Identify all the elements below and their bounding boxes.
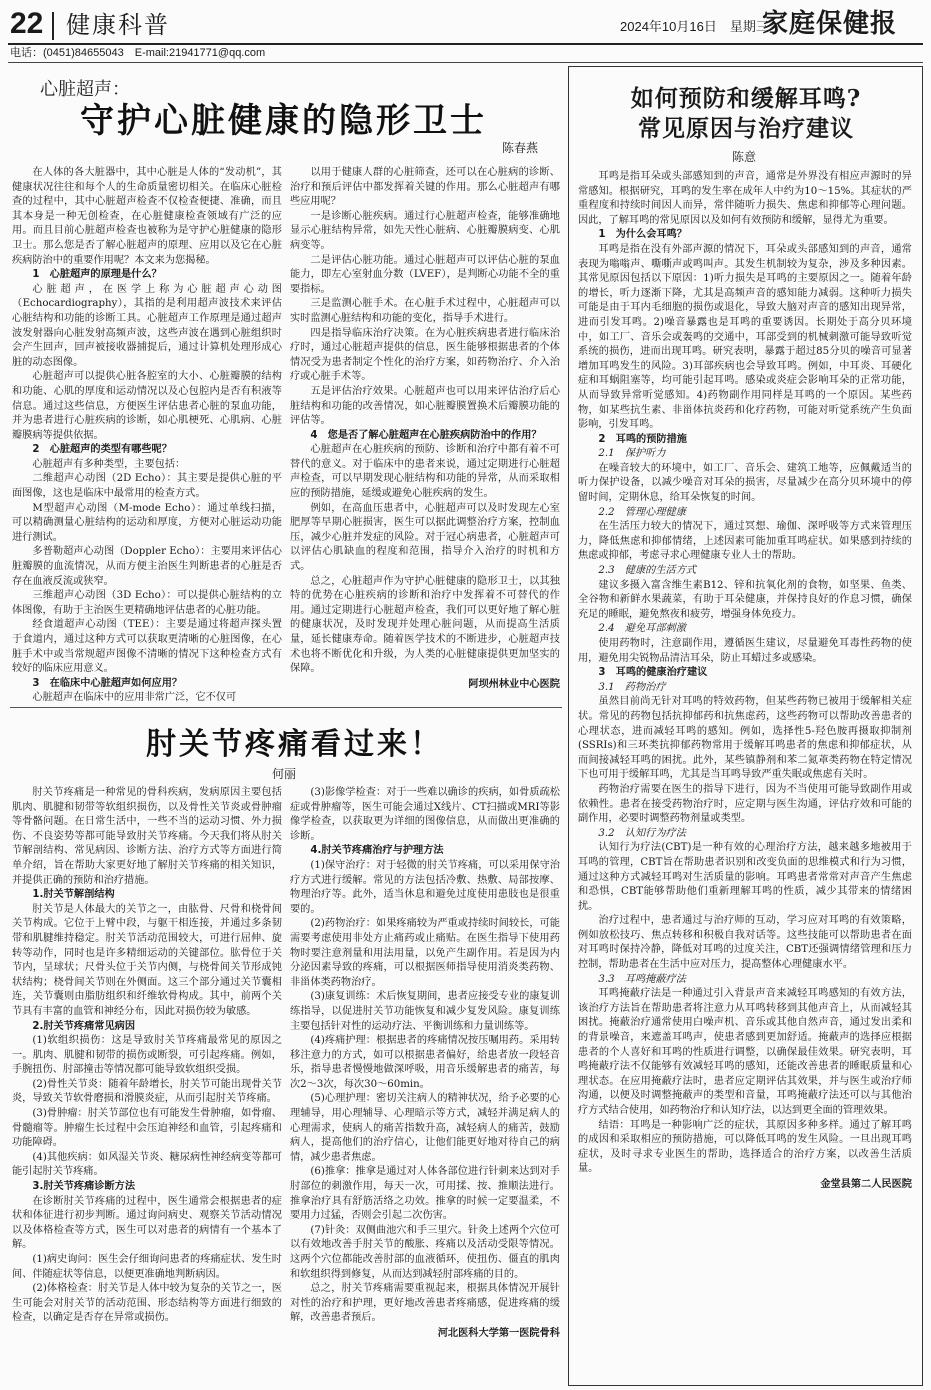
paragraph: 二是评估心脏功能。通过心脏超声可以评估心脏的泵血能力，即左心室射血分数（LVEF），是判断心功能不全的重要指标。 [290,254,560,295]
article3-author: 陈意 [732,150,757,164]
subsection-heading: 3.1 药物治疗 [598,681,666,693]
affiliation: 河北医科大学第一医院骨科 [437,1327,560,1339]
paragraph: 在诊断肘关节疼痛的过程中，医生通常会根据患者的症状和体征进行初步判断。通过询问病史、观察关节活动情况以及体格检查等方式，医生可以对患者的病情有一个基本了解。 [12,1195,282,1251]
article1-column-2 [290,166,560,704]
subsection-heading: 2.1 保护听力 [598,448,666,460]
paragraph: (2)骨性关节炎：随着年龄增长，肘关节可能出现骨关节炎，导致关节软骨磨损和滑膜炎症，从而引起肘关节疼痛。 [12,1078,282,1105]
paragraph: (3)骨肿瘤：肘关节部位也有可能发生骨肿瘤，如骨瘤、骨髓瘤等。肿瘤生长过程中会压迫神经和血管，引起疼痛和功能障碍。 [12,1108,282,1149]
paragraph: (1)保守治疗：对于轻微的肘关节疼痛，可以采用保守治疗方式进行缓解。常见的方法包括冷敷、热敷、局部按摩、物理治疗等。此外，适当休息和避免过度使用患肢也是很重要的。 [290,859,560,915]
paragraph: 心脏超声在临床中的应用非常广泛，它不仅可 [32,692,237,704]
subsection-heading: 3.3 耳鸣掩蔽疗法 [598,973,686,985]
subsection-heading: 2.2 管理心理健康 [598,506,686,518]
affiliation: 金堂县第二人民医院 [820,1178,912,1190]
issue-date: 2024年10月16日 星期三 [620,19,769,34]
article1-column-1 [12,166,282,704]
paragraph: 例如，在高血压患者中，心脏超声可以及时发现左心室肥厚等早期心脏损害，医生可以据此调整治疗方案，控制血压，减少心脏并发症的风险。对于冠心病患者，心脏超声可以评估心肌缺血的程度和范围，指导介入治疗的时机和方式。 [290,502,560,573]
paragraph: 五是评估治疗效果。心脏超声也可以用来评估治疗后心脏结构和功能的改善情况，如心脏瓣膜置换术后瓣膜功能的评估等。 [290,385,560,427]
paragraph: (2)体格检查：肘关节是人体中较为复杂的关节之一，医生可能会对肘关节的活动范围、形态结构等方面进行细致的检查，以确定是否存在异常或损伤。 [12,1283,282,1324]
header-rule [8,43,923,45]
paragraph: 在噪音较大的环境中，如工厂、音乐会、建筑工地等，应佩戴适当的听力保护设备，以减少噪音对耳朵的损害，尽量减少在高分贝环境中的停留时间，定期休息，给耳朵恢复的时间。 [578,462,912,504]
paragraph: M型超声心动图（M-mode Echo）：通过单线扫描，可以精确测量心脏结构的运动和厚度，方便对心脏运动功能进行测试。 [12,502,282,543]
section-heading: 1 心脏超声的原理是什么？ [32,269,162,281]
paragraph: 三维超声心动图（3D Echo）：可以提供心脏结构的立体图像，有助于主治医生更精确地评估患者的心脏功能。 [12,590,282,616]
paragraph: 耳鸣掩蔽疗法是一种通过引入背景声音来减轻耳鸣感知的有效方法，该治疗方法旨在帮助患者将注意力从耳鸣转移到其他声音上，从而减轻其困扰。掩蔽治疗通常使用白噪声机、音乐或其他自然声音，通过发出柔和的背景噪音，来遮盖耳鸣声，使患者感到更加舒适。掩蔽声的选择应根据患者的个人喜好和耳鸣的性质进行调整，以确保最佳效果。研究表明，耳鸣掩蔽疗法不仅能够有效减轻耳鸣的感知，还能改善患者的睡眠质量和心理状态。在应用掩蔽疗法时，患者应定期评估其效果，并与医生或治疗师沟通，以便及时调整掩蔽声的类型和音量，耳鸣掩蔽疗法还可以与其他治疗方式结合使用，如药物治疗和认知疗法，以达到更全面的管理效果。 [578,988,912,1116]
paragraph: (2)药物治疗：如果疼痛较为严重或持续时间较长，可能需要考虑使用非处方止痛药或止痛贴。在医生指导下使用药物时要注意剂量和用法用量，以免产生副作用。若是因为内分泌因素导致的疼痛，可以根据医师指导使用消炎类药物、非甾体类药物治疗。 [290,918,560,988]
article1-kicker: 心脏超声： [40,79,130,100]
subsection-heading: 2.4 避免耳部刺激 [598,623,686,635]
article3-body [578,170,912,1380]
subsection-heading: 3.2 认知行为疗法 [598,827,686,839]
paragraph: 心脏超声可以提供心脏各腔室的大小、心脏瓣膜的结构和功能、心肌的厚度和运动情况以及心包腔内是否有积液等信息。通过这些信息，方便医生评估患者心脏的泵血功能，并为患者进行心脏疾病的诊断，如心肌梗死、心肌病、心脏瓣膜病等提供依据。 [12,371,282,441]
article1-title: 守护心脏健康的隐形卫士 [80,101,487,141]
paragraph: 肘关节疼痛是一种常见的骨科疾病，发病原因主要包括肌肉、肌腱和韧带等软组织损伤，以及骨性关节炎或骨肿瘤等骨骼问题。在日常生活中，一些不当的运动习惯、外力损伤、不良姿势等都可能导致肘关节疼痛。今天我们将从肘关节解剖结构、常见病因、诊断方法、治疗方式等方面进行简单介绍，旨在帮助大家更好地了解肘关节疼痛的相关知识，并提供正确的预防和治疗措施。 [12,787,282,886]
paragraph: (1)病史询问：医生会仔细询问患者的疼痛症状、发生时间、伴随症状等信息，以便更准确地判断病因。 [12,1254,282,1280]
paragraph: (4)疼痛护理：根据患者的疼痛情况按压嘱用药。采用转移注意力的方式，如可以根据患者偏好，给患者放一段轻音乐，指导患者慢慢地做深呼吸，用音乐缓解患者的痛苦，每次2～3次，每次30～60min。 [290,1035,560,1090]
paragraph: 四是指导临床治疗决策。在为心脏疾病患者进行临床治疗时，通过心脏超声提供的信息，医生能够根据患者的个体情况受为患者制定个性化的治疗方案，如药物治疗、介入治疗或心脏手术等。 [290,327,560,383]
section-heading: 2 耳鸣的预防措施 [598,433,687,445]
paragraph: 总之，肘关节疼痛需要重视起来，根据具体情况开展针对性的治疗和护理，更好地改善患者疼痛感，促进疼痛的缓解，改善患者预后。 [290,1283,560,1324]
paragraph: (5)心理护理：密切关注病人的精神状况，给予必要的心理辅导，用心理辅导、心理暗示等方式，减轻并满足病人的心理需求，使病人的痛苦指数升高，减轻病人的痛苦，鼓励病人，提高他们的治疗信心，让他们能更好地对待自己的病情，减少患者焦虑。 [290,1093,560,1163]
paragraph: (1)软组织损伤：这是导致肘关节疼痛最常见的原因之一。肌肉、肌腱和韧带的损伤或断裂，可引起疼痛。例如，手腕扭伤、肘部撞击等情况都可能导致软组织受损。 [12,1035,282,1076]
article2-author: 何丽 [272,767,297,781]
paragraph: 总之，心脏超声作为守护心脏健康的隐形卫士，以其独特的优势在心脏疾病的诊断和治疗中发挥着不可替代的作用。通过定期进行心脏超声检查，我们可以更好地了解心脏的健康状况，及时发现并处理心脏问题，从而提高生活质量，延长健康寿命。随着医学技术的不断进步，心脏超声技术也将不断优化和升级，为人类的心脏健康提供更加坚实的保障。 [290,575,560,675]
section-title: 健康科普 [66,11,170,39]
section-heading: 2 心脏超声的类型有哪些呢？ [32,444,172,456]
paragraph: 二维超声心动图（2D Echo）：其主要是提供心脏的平面图像，这也是临床中最常用的检查方式。 [12,473,282,500]
article2-title: 肘关节疼痛看过来！ [146,727,443,762]
paragraph: 心脏超声有多种类型，主要包括： [32,458,186,470]
newspaper-name: 家庭保健报 [762,9,898,39]
paragraph: (3)康复训练：术后恢复期间，患者应接受专业的康复训练指导，以促进肘关节功能恢复和减少复发风险。康复训练主要包括针对性的运动疗法、平衡训练和力量训练等。 [290,991,560,1032]
paragraph: 认知行为疗法(CBT)是一种有效的心理治疗方法，越来越多地被用于耳鸣的管理，CBT旨在帮助患者识别和改变负面的思维模式和行为习惯，通过这种方式减轻耳鸣对生活质量的影响。耳鸣患者常常对声音产生焦虑和恐惧，CBT能够帮助他们重新理解耳鸣的性质，减少其带来的情绪困扰。 [578,842,912,912]
paragraph: 虽然目前尚无针对耳鸣的特效药物，但某些药物已被用于缓解相关症状。常见的药物包括抗抑郁药和抗焦虑药，这些药物可以帮助改善患者的心理状态，进而减轻耳鸣的感知。例如，选择性5-羟色胺再摄取抑制剂(SSRIs)和三环类抗抑郁药物常用于缓解耳鸣患者的焦虑和抑郁症状，从而间接减轻耳鸣的困扰。此外，某些镇静剂和苯二氮䓬类药物在特定情况下也可用于缓解耳鸣，尤其是当耳鸣导致严重失眠或焦虑有关时。 [578,696,912,781]
section-heading: 4.肘关节疼痛治疗与护理方法 [310,845,444,857]
paragraph: 建议多摄入富含维生素B12、锌和抗氧化剂的食物，如坚果、鱼类、全谷物和新鲜水果蔬菜，有助于耳朵健康，并保持良好的作息习惯，确保充足的睡眠，避免熬夜和疲劳，增强身体免疫力。 [578,579,912,620]
article3-title-line1: 如何预防和缓解耳鸣? [630,85,862,112]
section-heading: 3.肘关节疼痛诊断方法 [32,1181,136,1193]
paragraph: 在生活压力较大的情况下，通过冥想、瑜伽、深呼吸等方式来管理压力，降低焦虑和抑郁情绪，上述因素可能加重耳鸣症状。如果感到持续的焦虑或抑郁，考虑寻求心理健康专业人士的帮助。 [578,521,912,562]
paragraph: 结语：耳鸣是一种影响广泛的症状，其原因多种多样。通过了解耳鸣的成因和采取相应的预防措施，可以降低耳鸣的发生风险。一旦出现耳鸣症状，及时寻求专业医生的帮助，选择适合的治疗方案，以改善生活质量。 [578,1119,912,1175]
section-heading: 4 您是否了解心脏超声在心脏疾病防治中的作用？ [310,429,542,441]
article2-column-2 [290,786,560,1386]
subsection-heading: 2.3 健康的生活方式 [598,565,697,577]
section-heading: 3 在临床中心脏超声如何应用？ [32,677,183,689]
paragraph: 一是诊断心脏疾病。通过行心脏超声检查，能够准确地显示心脏结构异常，如先天性心脏病、心脏瓣膜病变、心肌病变等。 [290,210,560,251]
paragraph: (6)推拿：推拿是通过对人体各部位进行针刺来达到对手肘部位的刺激作用，每天一次，可用揉、按、推顺法进行。推拿治疗具有舒筋活络之功效。推拿的时候一定要温柔，不要用力过猛，否则会引起二次伤害。 [290,1166,560,1222]
paragraph: 三是监测心脏手术。在心脏手术过程中，心脏超声可以实时监测心脏结构和功能的变化，指导手术进行。 [290,298,560,324]
header-rule-thin [8,62,923,63]
header-divider [52,12,54,40]
paragraph: 多普勒超声心动图（Doppler Echo）：主要用来评估心脏瓣膜的血流情况，从而方便主治医生判断患者的心脏是否存在血液反流或狭窄。 [12,546,282,587]
paragraph: 耳鸣是指在没有外部声源的情况下，耳朵或头部感知到的声音，通常表现为嗡嗡声、嘶嘶声或鸣叫声。其发生机制较为复杂，涉及多种因素。其常见原因包括以下原因：1)听力损失是耳鸣的主要原因之一。随着年龄的增长，听力逐渐下降，尤其是高频声音的感知能力减弱。这种听力损失可能是由于耳内毛细胞的损伤或退化，导致大脑对声音的感知出现异常，进而引发耳鸣。2)噪音暴露也是耳鸣的重要诱因。长期处于高分贝环境中，如工厂、音乐会或轰鸣的交通中，耳部受到的机械刺激可能导致听觉系统的损伤，进而出现耳鸣。研究表明，暴露于超过85分贝的噪音可显著增加耳鸣发生的风险。3)耳部疾病也会导致耳鸣。例如，中耳炎、耳硬化症和耳蜗阻塞等，均可能引起耳鸣。感染或炎症会影响耳朵的正常功能，从而导致异常听觉感知。4)药物副作用同样是耳鸣的一个原因。某些药物，如某些抗生素、非甾体抗炎药和化疗药物，可能对听觉系统产生负面影响，引发耳鸣。 [578,243,912,431]
paragraph: 治疗过程中，患者通过与治疗师的互动，学习应对耳鸣的有效策略，例如放松技巧、焦点转移和积极自我对话等。这些技能可以帮助患者在面对耳鸣时保持冷静，降低对耳鸣的过度关注，CBT还强调情绪管理和压力控制，帮助患者在生活中应对压力，提高整体心理健康水平。 [578,915,912,971]
paragraph: 心脏超声，在医学上称为心脏超声心动图（Echocardiography），其指的是利用超声波技术来评估心脏结构和功能的诊断工具。心脏超声工作原理是通过超声波发射器向心脏发射高频声波，这些声波在遇到心脏组织时会产生回声，回声被接收器捕捉后，通过计算机处理形成心脏的动态图像。 [12,283,282,368]
article1-author: 陈春燕 [502,141,539,155]
paragraph: 经食道超声心动图（TEE）：主要是通过将超声探头置于食道内，通过这种方式可以获取更清晰的心脏图像，在心脏手术中或当常规超声图像不清晰的情况下这种检查方式有较好的临床应用意义。 [12,619,282,675]
section-heading: 1.肘关节解剖结构 [32,889,115,901]
affiliation: 阿坝州林业中心医院 [468,678,560,690]
paragraph: 以用于健康人群的心脏筛查，还可以在心脏病的诊断、治疗和预后评估中都发挥着关键的作用。那么心脏超声有哪些应用呢？ [290,167,560,208]
section-heading: 3 耳鸣的健康治疗建议 [598,667,708,679]
section-heading: 1 为什么会耳鸣？ [598,229,687,241]
paragraph: (3)影像学检查：对于一些难以确诊的疾病，如骨质疏松症或骨肿瘤等，医生可能会通过X线片、CT扫描或MRI等影像学检查，以获取更为详细的图像信息，从而做出更准确的诊断。 [290,787,560,842]
paragraph: (7)针灸：双侧曲池穴和手三里穴。针灸上述两个穴位可以有效地改善手肘关节的酸胀、疼痛以及活动受限等情况。这两个穴位都能改善肘部的血液循环，使扭伤、僵直的肌肉和软组织得到修复，从而达到减轻肘部疼痛的目的。 [290,1224,560,1280]
contact-info: 电话：(0451)84655043 E-mail:21941771@qq.com [10,47,266,59]
section-heading: 2.肘关节疼痛常见病因 [32,1020,136,1032]
paragraph: 在人体的各大脏器中，其中心脏是人体的“发动机”，其健康状况往往和每个人的生命质量密切相关。在临床心脏检查的过程中，其中心脏超声检查不仅检查便捷、准确，而且其本身是一种无创检查，在心脏健康检查领域有广泛的应用。而且目前心脏超声检查也被称为是守护心脏健康的隐形卫士。那么您是否了解心脏超声的原理、应用以及它在心脏疾病防治中的重要作用呢？本文来为您揭秘。 [12,167,282,266]
article3-title-line2: 常见原因与治疗建议 [638,115,854,142]
paragraph: 药物治疗需要在医生的指导下进行，因为不当使用可能导致副作用或依赖性。患者在接受药物治疗时，应定期与医生沟通，评估疗效和可能的副作用，必要时调整药物剂量或类型。 [578,783,912,825]
article-separator [10,707,562,708]
paragraph: 使用药物时，注意副作用，遵循医生建议，尽量避免耳毒性药物的使用，避免用尖锐物品清洁耳朵，防止耳蜡过多或感染。 [578,638,912,664]
paragraph: (4)其他疾病：如风湿关节炎、糖尿病性神经病变等都可能引起肘关节疼痛。 [12,1151,282,1178]
paragraph: 肘关节是人体最大的关节之一，由肱骨、尺骨和桡骨间关节构成。它位于上臂中段，与躯干相连接，并通过多条韧带和肌腱维持稳定。肘关节活动范围较大，可进行屈伸、旋转等动作，同时也是许多精细运动的关键部位。肱骨位于关节内，呈球状；尺骨头位于关节内侧，与桡骨间关节形成钝状结构；桡骨间关节则在外侧面。这三个部分通过关节囊相连，关节囊则由脂肪组织和纤维软骨构成。其中，前两个关节具有丰富的血管和神经分布，因此对损伤较为敏感。 [12,903,282,1017]
article2-column-1 [12,786,282,1386]
paragraph: 耳鸣是指耳朵或头部感知到的声音，通常是外界没有相应声源时的异常感知。根据研究，耳鸣的发生率在成年人中约为10～15%。其症状的严重程度和持续时间因人而异，常伴随听力损失、焦虑和抑郁等心理问题。因此，了解耳鸣的常见原因以及如何有效预防和缓解，显得尤为重要。 [578,171,912,226]
paragraph: 心脏超声在心脏疾病的预防、诊断和治疗中都有着不可替代的意义。对于临床中的患者来说，通过定期进行心脏超声检查，可以早期发现心脏结构和功能的异常，从而采取相应的预防措施，延缓或避免心脏疾病的发生。 [290,444,560,500]
page-number: 22 [10,7,44,40]
